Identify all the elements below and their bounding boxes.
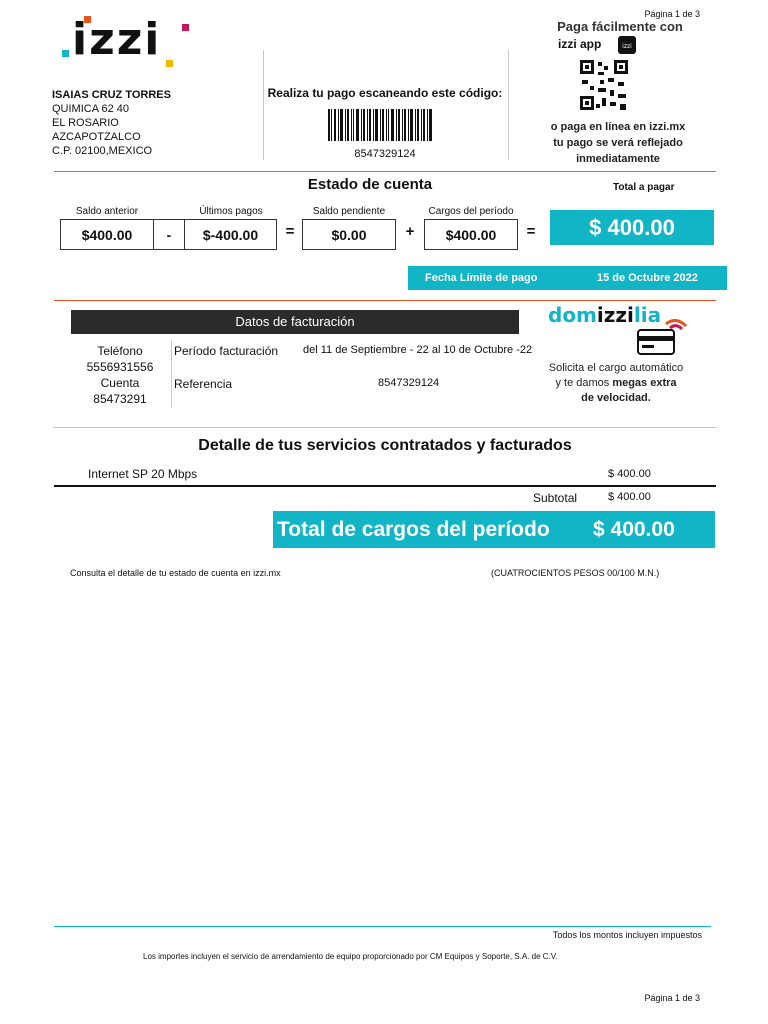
saldo-pendiente-label: Saldo pendiente <box>312 206 386 217</box>
statement-title: Estado de cuenta <box>307 176 433 193</box>
domizzilia-line1: Solicita el cargo automático <box>548 362 684 374</box>
subtotal-value: $ 400.00 <box>608 491 651 503</box>
total-to-pay-value: $ 400.00 <box>550 210 714 245</box>
card-wifi-icon <box>636 312 690 356</box>
cargos-periodo-value: $400.00 <box>424 219 518 250</box>
billing-header: Datos de facturación <box>71 310 519 334</box>
domizzilia-line2b: megas extra <box>612 377 677 389</box>
barcode-number: 8547329124 <box>354 148 416 160</box>
telefono-value: 5556931556 <box>86 360 154 374</box>
due-date-value: 15 de Octubre 2022 <box>597 272 698 284</box>
page-number-top: Página 1 de 3 <box>644 9 700 19</box>
services-title: Detalle de tus servicios contratados y facturados <box>198 437 572 454</box>
domizzilia-line2a: y te damos <box>555 377 613 389</box>
rental-note: Los importes incluyen el servicio de arrendamiento de equipo proporcionado por CM Equipos y Soporte, S.A. de C.V. <box>143 952 558 961</box>
customer-colonia: EL ROSARIO <box>52 117 119 129</box>
customer-municipio: AZCAPOTZALCO <box>52 131 141 143</box>
izzi-logo <box>62 12 202 70</box>
cuenta-label: Cuenta <box>100 376 140 390</box>
qr-code-icon <box>580 60 628 110</box>
referencia-label: Referencia <box>174 377 233 391</box>
customer-street: QUIMICA 62 40 <box>52 103 130 115</box>
barcode-caption: Realiza tu pago escaneando este código: <box>267 86 503 100</box>
customer-address <box>52 88 171 158</box>
plus-sign: + <box>405 223 415 240</box>
equals-sign-2: = <box>526 223 536 240</box>
cargos-periodo-label: Cargos del período <box>428 206 514 217</box>
domizzilia-brand-c: lia <box>633 303 662 327</box>
customer-cp: C.P. 02100,MEXICO <box>52 145 153 157</box>
due-date-bar <box>408 266 727 290</box>
domizzilia-line3: de velocidad. <box>581 392 651 404</box>
online-line2: tu pago se verá reflejado <box>553 137 683 149</box>
service-name: Internet SP 20 Mbps <box>88 467 198 481</box>
svg-text:izzi: izzi <box>622 43 632 50</box>
online-payment-note <box>518 119 718 167</box>
barcode <box>328 109 432 141</box>
online-line1: o paga en línea en izzi.mx <box>550 121 686 133</box>
service-amount: $ 400.00 <box>608 468 651 480</box>
equals-sign-1: = <box>285 223 295 240</box>
amount-in-words: (CUATROCIENTOS PESOS 00/100 M.N.) <box>491 568 660 578</box>
saldo-pendiente-value: $0.00 <box>302 219 396 250</box>
minus-sign: - <box>154 219 185 250</box>
saldo-anterior-label: Saldo anterior <box>75 206 139 217</box>
periodo-value: del 11 de Septiembre - 22 al 10 de Octubre -22 <box>303 344 533 356</box>
ultimos-pagos-label: Últimos pagos <box>199 206 263 217</box>
app-promo-line1: Paga fácilmente con <box>557 19 683 34</box>
periodo-label: Período facturación <box>174 344 279 358</box>
taxes-note: Todos los montos incluyen impuestos <box>552 930 702 940</box>
consulta-note: Consulta el detalle de tu estado de cuenta en izzi.mx <box>70 568 281 578</box>
domizzilia-brand-a: dom <box>548 303 597 327</box>
due-date-label: Fecha Límite de pago <box>425 272 538 284</box>
customer-name: ISAIAS CRUZ TORRES <box>52 89 171 101</box>
saldo-anterior-value: $400.00 <box>60 219 154 250</box>
logo-wordmark: izzi <box>72 14 162 65</box>
ultimos-pagos-value: $-400.00 <box>185 219 277 250</box>
referencia-value: 8547329124 <box>378 377 440 389</box>
telefono-label: Teléfono <box>97 344 143 358</box>
total-to-pay-label: Total a pagar <box>613 182 675 193</box>
page-number-bottom: Página 1 de 3 <box>644 993 700 1003</box>
cuenta-value: 85473291 <box>93 392 147 406</box>
subtotal-label: Subtotal <box>533 491 578 505</box>
billing-phone-account <box>80 343 160 407</box>
domizzilia-brand-b: izzi <box>596 303 634 327</box>
domizzilia-text <box>536 361 696 406</box>
app-promo-line2: izzi app <box>558 37 602 51</box>
izzi-app-icon <box>618 36 636 54</box>
total-charges-value: $ 400.00 <box>593 518 675 541</box>
total-charges-bar <box>273 511 715 548</box>
online-line3: inmediatamente <box>576 153 660 165</box>
total-charges-label: Total de cargos del período <box>277 518 550 541</box>
